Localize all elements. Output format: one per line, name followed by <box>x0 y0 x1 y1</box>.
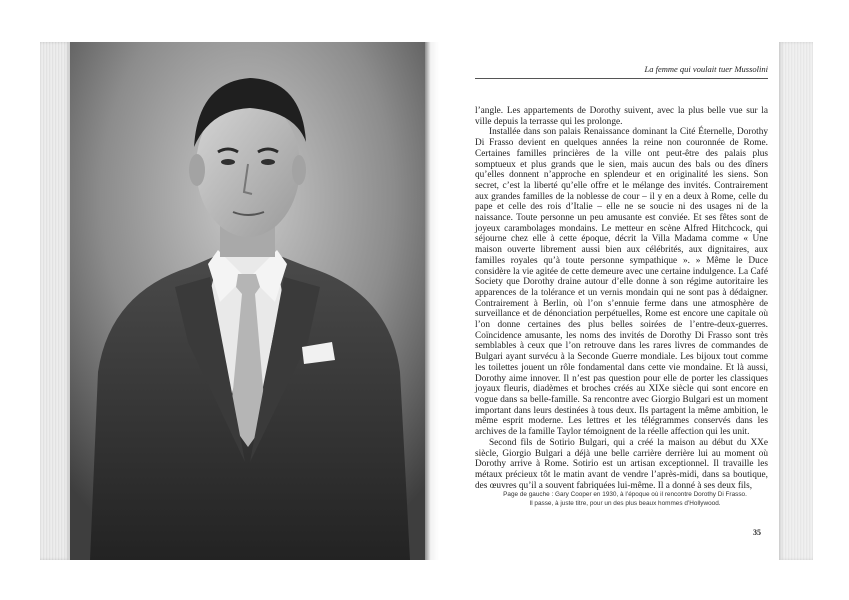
left-page <box>70 42 425 560</box>
paragraph: Installée dans son palais Renaissance dominant la Cité Éternelle, Dorothy Di Frasso devient en quelques années la reine non couronnée de Rome. Certaines familles princières de la ville ont peut-être des palais plus somptueux et plus grands que le sien, mais aucun des bals ou des dîners qu’elles donnent n’approche en splendeur et en originalité les siens. Son secret, c’est la liberté qu’elle offre et le mélange des invités. Contrairement aux grandes familles de la noblesse de cour – il y en a deux à Rome, celle du pape et celle des rois d’Italie – elle ne se soucie ni des usages ni de la naissance. Toute personne un peu amusante est conviée. Et ses fêtes sont de joyeux carambolages mondains. Le metteur en scène Alfred Hitchcock, qui séjourne chez elle à cette époque, décrit la Villa Madama comme « Une maison ouverte librement aussi bien aux célébrités, aux dignitaires, aux familles royales qu’à toute personne sympathique ». » Même le Duce considère la vie agitée de cette demeure avec une certaine indulgence. La Café Society que Dorothy draine autour d’elle donne à son régime autoritaire les apparences de la tolérance et un vernis mondain qui ne sont pas à dédaigner. Contrairement à Berlin, où l’on s’ennuie ferme dans une atmosphère de surveillance et de dénonciation perpétuelles, Rome est encore une capitale où l’on donne certaines des plus belles soirées de l’entre-deux-guerres. Coïncidence amusante, les noms des invités de Dorothy Di Frasso sont très semblables à ceux que l’on retrouve dans les rares livres de commandes de Bulgari ayant survécu à la Seconde Guerre mondiale. Les bijoux tout comme les toilettes jouent un rôle fondamental dans cette vie mondaine. Et là aussi, Dorothy aime innover. Il n’est pas question pour elle de porter les classiques joyaux fleuris, diadèmes et broches créés au XIXe siècle qui sont encore en vogue dans sa belle-famille. Sa rencontre avec Giorgio Bulgari est un moment important dans leurs destinées à tous deux. Ils partagent la même ambition, le même esprit moderne. Les lettres et les télégrammes conservés dans les archives de la famille Taylor témoignent de la réelle affection qui les unit. <box>475 127 768 438</box>
running-head: La femme qui voulait tuer Mussolini <box>475 64 768 79</box>
book-gutter-shadow <box>425 42 439 560</box>
photo-caption <box>480 491 770 509</box>
caption-line: Page de gauche : Gary Cooper en 1930, à l’époque où il rencontre Dorothy Di Frasso. <box>503 491 747 498</box>
right-page-edges <box>779 42 813 560</box>
page-number: 35 <box>753 528 761 537</box>
right-page <box>425 42 779 560</box>
open-book <box>40 42 813 560</box>
portrait-photo <box>70 42 425 560</box>
paragraph: Second fils de Sotirio Bulgari, qui a créé la maison au début du XXe siècle, Giorgio Bulgari a déjà une belle carrière derrière lui au moment où Dorothy arrive à Rome. Sotirio est un artisan exceptionnel. Il travaille les métaux précieux tôt le matin avant de vendre l’après-midi, dans sa boutique, des œuvres qu’il a souvent fabriquées lui-même. Il a donné à ses deux fils, <box>475 437 768 491</box>
body-text <box>475 106 768 491</box>
caption-line: Il passe, à juste titre, pour un des plus beaux hommes d’Hollywood. <box>529 499 721 507</box>
paragraph: l’angle. Les appartements de Dorothy suivent, avec la plus belle vue sur la ville depuis la terrasse qui les prolonge. <box>475 106 768 127</box>
portrait-illustration <box>70 42 425 560</box>
left-page-edges <box>40 42 70 560</box>
